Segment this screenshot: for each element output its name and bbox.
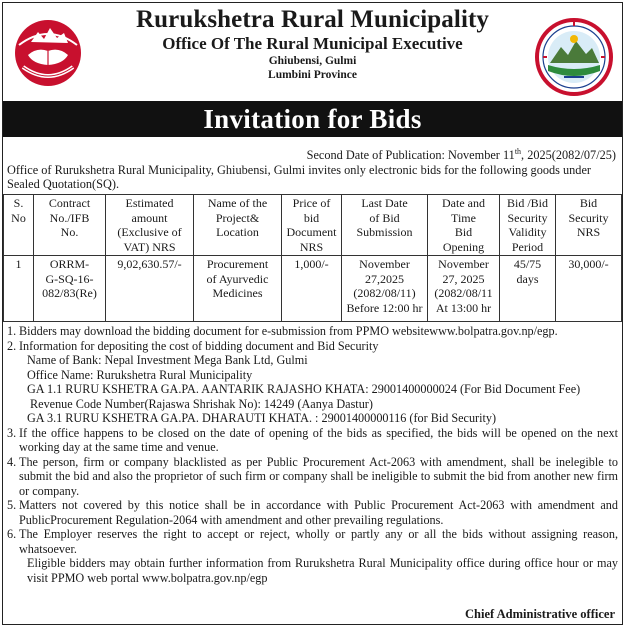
cell-line: 27, 2025 (442, 271, 485, 286)
header-line: Bid (579, 196, 598, 211)
header-line: NRS (576, 225, 601, 240)
header-line: Submission (356, 225, 413, 240)
header-line: Bid /Bid (506, 196, 548, 211)
column-header (34, 195, 106, 256)
intro-text: Office of Rurukshetra Rural Municipality, Ghiubensi, Gulmi invites only electronic bids for the following goods under Sealed Quotation(SQ). (7, 163, 591, 192)
table-cell (500, 256, 556, 322)
cell-line: November (359, 257, 410, 272)
cell-line: At 13:00 hr (435, 300, 492, 315)
bid-security-account: GA 3.1 RURU KSHETRA GA.PA. DHARAUTI KHATA. : 29001400000116 (for Bid Security) (27, 411, 497, 426)
revenue-code: Revenue Code Number(Rajaswa Shrishak No): 14249 (Aanya Dastur) (27, 396, 373, 411)
header-line: Name of the (207, 196, 268, 211)
cell-line: 1 (15, 257, 22, 272)
note-item: 3. If the office happens to be closed on the date of opening of the bids as specified, the bids will be opened on the next working day at the same time and venue. (7, 425, 618, 455)
table-cell (556, 256, 622, 322)
header-line: Time (451, 210, 476, 225)
cell-line: ORRM- (49, 257, 90, 272)
cell-line: of Ayurvedic (206, 271, 269, 286)
header-line: No. (60, 225, 79, 240)
cell-line: Procurement (206, 257, 269, 272)
bank-office-name: Office Name: Rurukshetra Rural Municipality (27, 367, 253, 382)
nepal-emblem-icon (11, 15, 85, 89)
bid-document-account: GA 1.1 RURU KSHETRA GA.PA. AANTARIK RAJASHO KHATA: 29001400000024 (For Bid Document Fee) (27, 382, 581, 397)
cell-line: November (438, 257, 489, 272)
table-cell (342, 256, 428, 322)
cell-line: days (516, 271, 539, 286)
banner (3, 101, 622, 137)
table-cell (194, 256, 282, 322)
municipality-logo-icon (534, 17, 614, 97)
cell-line: 45/75 (513, 257, 542, 272)
cell-line: 9,02,630.57/- (117, 257, 182, 272)
column-header (106, 195, 194, 256)
header-line: Opening (442, 239, 485, 254)
header-line: No (11, 210, 26, 225)
eligible-info: Eligible bidders may obtain further information from Rurukshetra Rural Municipality office during office hour or may visit PPMO web portal www.bolpatra.gov.np/egp (27, 556, 618, 585)
table-row (4, 256, 622, 322)
column-header (194, 195, 282, 256)
column-header (342, 195, 428, 256)
table-header-row (4, 195, 622, 256)
notice-page (2, 2, 623, 625)
header-line: Date and (442, 196, 485, 211)
bids-table (3, 194, 622, 322)
column-header (556, 195, 622, 256)
header-text (85, 6, 540, 82)
header-line: of Bid (369, 210, 400, 225)
cell-line: (2082/08/11 (434, 286, 493, 301)
header-line: (Exclusive of (117, 225, 182, 240)
note-item: 6. The Employer reserves the right to accept or reject, wholly or partly any or all the bids without assigning reason, whatsoever. (7, 527, 618, 556)
cell-line: 082/83(Re) (42, 286, 97, 301)
header-line: NRS (299, 239, 324, 254)
column-header (500, 195, 556, 256)
publication-date: Second Date of Publication: November 11th, 2025(2082/07/25) (306, 147, 616, 163)
header-line: Project& (215, 210, 260, 225)
note-item: 4. The person, firm or company blacklisted as per Public Procurement Act-2063 with amendment, shall be inelegible to submit the bid and also the proprietor of such firm or company shall be ineligible to submit the bid from another new firm or company. (7, 454, 618, 498)
header-line: Document (286, 225, 337, 240)
header (3, 3, 622, 101)
table-cell (106, 256, 194, 322)
notes-list (3, 322, 622, 585)
header-line: Security (568, 210, 609, 225)
address-line: Ghiubensi, Gulmi (268, 55, 357, 67)
cell-line: 1,000/- (294, 257, 329, 272)
header-line: Location (216, 225, 259, 240)
province-line: Lumbini Province (268, 69, 357, 81)
cell-line: 27,2025 (365, 271, 404, 286)
bank-name: Name of Bank: Nepal Investment Mega Bank Ltd, Gulmi (27, 353, 308, 368)
office-title: Office Of The Rural Municipal Executive (162, 34, 463, 53)
header-line: bid (303, 210, 320, 225)
cell-line: Before 12:00 hr (346, 300, 423, 315)
note-item: 1. Bidders may download the bidding document for e-submission from PPMO websitewww.bolpatra.gov.np/egp. (7, 324, 558, 339)
note-item: 5. Matters not covered by this notice shall be in accordance with Public Procurement Act-2063 with amendment and PublicProcurement Regulation-2064 with amendment and other prevailing regulations. (7, 498, 618, 527)
header-line: S. (13, 196, 24, 211)
cell-line: G-SQ-16- (45, 271, 94, 286)
header-line: Validity (508, 225, 547, 240)
table-cell (34, 256, 106, 322)
header-line: Period (511, 239, 544, 254)
table-cell (4, 256, 34, 322)
header-line: Last Date (361, 196, 408, 211)
table-cell (282, 256, 342, 322)
banner-title: Invitation for Bids (203, 104, 422, 134)
header-line: VAT) NRS (123, 239, 176, 254)
municipality-title: Rurukshetra Rural Municipality (135, 6, 490, 33)
header-line: Security (507, 210, 548, 225)
cell-line: 30,000/- (568, 257, 609, 272)
cell-line: (2082/08/11) (353, 286, 416, 301)
header-line: Bid (454, 225, 473, 240)
header-line: amount (131, 210, 168, 225)
column-header (428, 195, 500, 256)
column-header (282, 195, 342, 256)
cell-line: Medicines (212, 286, 263, 301)
header-line: Price of (292, 196, 331, 211)
header-line: Estimated (125, 196, 174, 211)
header-line: No./IFB (49, 210, 90, 225)
header-line: Contract (48, 196, 91, 211)
column-header (4, 195, 34, 256)
table-cell (428, 256, 500, 322)
note-item: 2. Information for depositing the cost of bidding document and Bid Security (7, 338, 379, 353)
signature: Chief Administrative officer (465, 607, 615, 621)
